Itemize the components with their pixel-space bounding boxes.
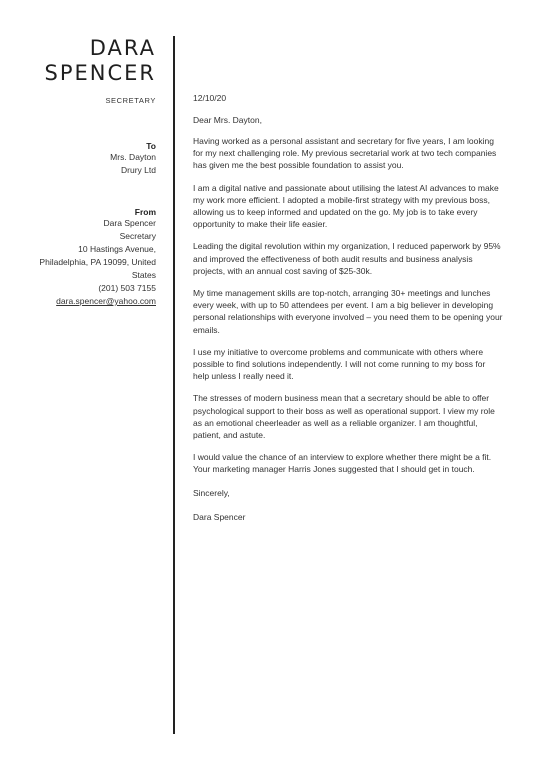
- from-role: Secretary: [119, 231, 156, 241]
- letter-closing: Sincerely,: [193, 487, 230, 498]
- from-name: Dara Spencer: [103, 218, 156, 228]
- letter-body: [193, 93, 503, 522]
- sender-last-name: SPENCER: [44, 61, 156, 85]
- letter-signature: Dara Spencer: [193, 511, 246, 522]
- email-link[interactable]: dara.spencer@yahoo.com: [56, 296, 156, 306]
- letter-paragraph: Leading the digital revolution within my organization, I reduced paperwork by 95% and improved the effectiveness of both audit results and business analysis projects, with an annual cost saving of $25-30k.: [193, 241, 501, 276]
- letter-paragraph: The stresses of modern business mean that a secretary should be able to offer psychological support to their boss as well as operational support. I view my role as an emotional cheerleader as well as a reliable organizer. I am thoughtful, patient, and astute.: [193, 393, 495, 441]
- address-line-3: States: [131, 270, 156, 280]
- recipient-block: [30, 141, 156, 177]
- recipient-name: Mrs. Dayton: [110, 152, 156, 162]
- vertical-divider: [173, 36, 175, 734]
- letter-paragraph: I am a digital native and passionate about utilising the latest AI advances to make my work more efficient. I adopted a mobile-first strategy with my previous boss, allowing us to keep informed and updated on the go. My job is to take every opportunity to make their life easier.: [193, 182, 499, 230]
- recipient-heading: To: [146, 141, 156, 151]
- letter-paragraph: I use my initiative to overcome problems and communicate with others where possible to find solutions independently. I will not come running to my boss for help unless I really need it.: [193, 346, 486, 382]
- recipient-company: Drury Ltd: [121, 165, 156, 175]
- from-heading: From: [134, 207, 156, 217]
- sender-contact-block: [30, 207, 156, 308]
- phone-number: (201) 503 7155: [98, 283, 156, 293]
- letter-paragraph: Having worked as a personal assistant and secretary for five years, I am looking for my next challenging role. My previous secretarial work at two tech companies has given me the best possible foundation to assist you.: [193, 136, 497, 171]
- address-line-1: 10 Hastings Avenue,: [78, 244, 156, 254]
- letter-paragraph: My time management skills are top-notch, arranging 30+ meetings and lunches every week, with up to 50 attendees per event. I am a big believer in developing personal relationships with everyone involved – you need them to be opening your emails.: [193, 288, 503, 335]
- sender-title: SECRETARY: [105, 96, 156, 105]
- address-line-2: Philadelphia, PA 19099, United: [39, 257, 156, 267]
- sender-sidebar: [30, 36, 156, 308]
- letter-greeting: Dear Mrs. Dayton,: [193, 115, 262, 125]
- letter-paragraph: I would value the chance of an interview to explore whether there might be a fit. Your marketing manager Harris Jones suggested that I should get in touch.: [193, 452, 492, 475]
- sender-first-name: DARA: [89, 36, 156, 60]
- letter-date: 12/10/20: [193, 93, 227, 103]
